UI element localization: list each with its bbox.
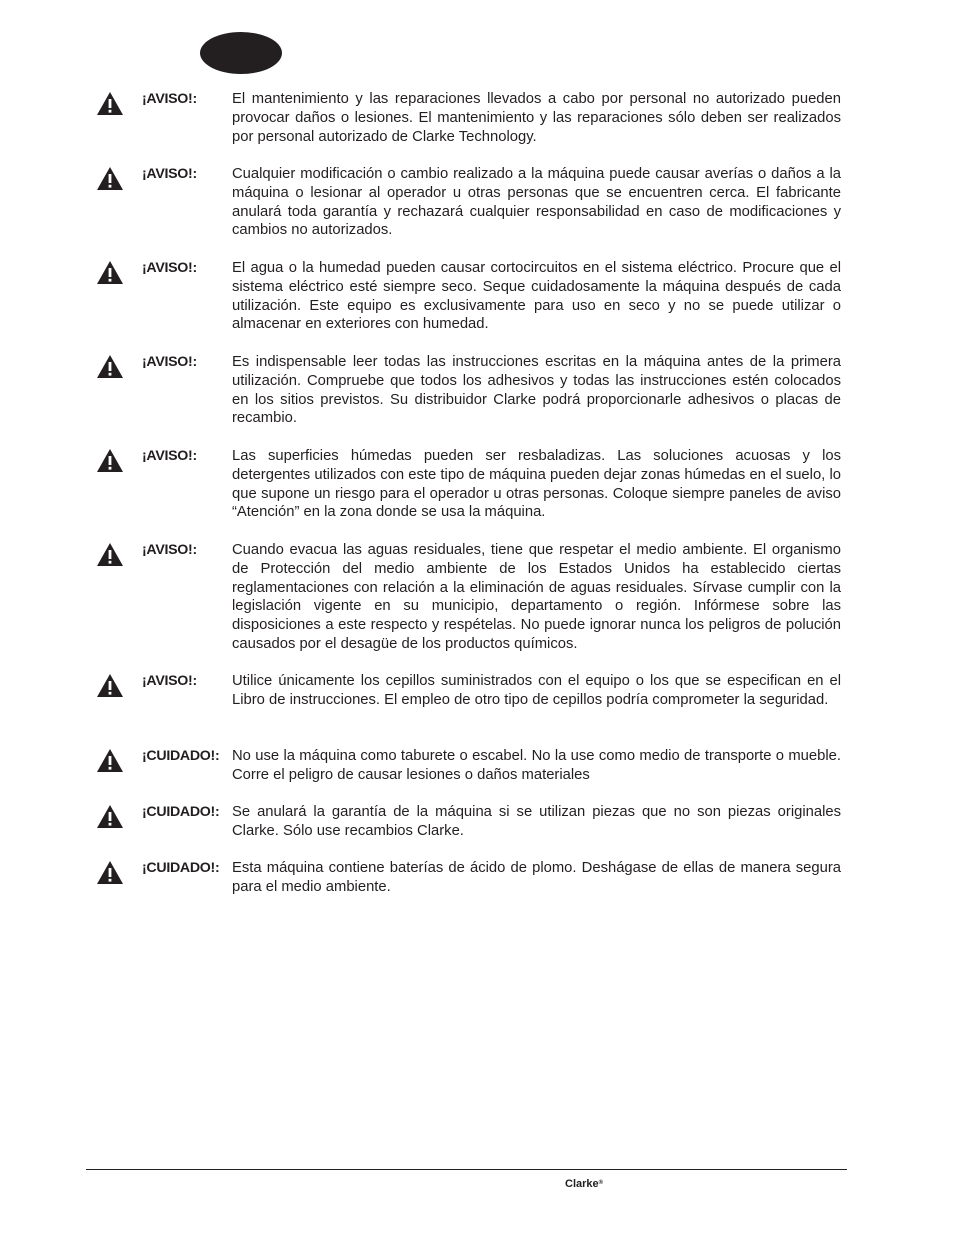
caution-item (96, 859, 846, 897)
warning-text: Las superficies húmedas pueden ser resbaladizas. Las soluciones acuosas y los detergentes utilizados con este tipo de máquina pueden dejar zonas húmedas en el suelo, lo que supone un riesgo para el operador u otras personas. Coloque siempre paneles de aviso “Atención” en la zona donde se usa la máquina. (232, 448, 841, 521)
warning-text: Utilice únicamente los cepillos suministrados con el equipo o los que se especifican en el Libro de instrucciones. El empleo de otro tipo de cepillos podría comprometer la seguridad. (232, 673, 841, 708)
section-tab-marker (200, 32, 282, 74)
warning-text: Cuando evacua las aguas residuales, tiene que respetar el medio ambiente. El organismo de Protección del medio ambiente de los Estados Unidos ha establecido ciertas reglamentaciones con relación a la eliminación de aguas residuales. Sírvase cumplir con la legislación vigente en su municipio, departamento o región. Infórmese sobre las disposiciones a este respecto y respételas. No puede ignorar nunca los peligros de polución causados por el desagüe de los productos químicos. (232, 542, 841, 652)
warning-text: Es indispensable leer todas las instrucciones escritas en la máquina antes de la primera utilización. Compruebe que todos los adhesivos y todas las instrucciones estén colocados en los sitios previstos. Su distribuidor Clarke podrá proporcionarle adhesivos o placas de recambio. (232, 354, 841, 427)
warning-triangle-icon (96, 448, 124, 473)
warning-item (96, 353, 846, 428)
caution-text: No use la máquina como taburete o escabel. No la use como medio de transporte o mueble. Corre el peligro de causar lesiones o daños materiales (232, 748, 841, 783)
warning-item (96, 672, 846, 729)
warning-triangle-icon (96, 542, 124, 567)
warning-item (96, 90, 846, 147)
warning-item (96, 447, 846, 522)
warning-triangle-icon (96, 748, 124, 773)
caution-item (96, 747, 846, 785)
warning-triangle-icon (96, 354, 124, 379)
warning-label: ¡AVISO!: (142, 673, 197, 689)
caution-item (96, 803, 846, 841)
warning-text: El agua o la humedad pueden causar cortocircuitos en el sistema eléctrico. Procure que el sistema eléctrico esté siempre seco. Seque cuidadosamente la máquina después de cada utilización. Este equipo es exclusivamente para uso en seco y no se puede utilizar o almacenar en exteriores con humedad. (232, 260, 841, 333)
safety-warnings-list (96, 90, 846, 897)
warning-item (96, 541, 846, 654)
registered-mark: ® (598, 1180, 604, 1186)
footer-brand (565, 1177, 603, 1191)
caution-text: Esta máquina contiene baterías de ácido de plomo. Deshágase de ellas de manera segura para el medio ambiente. (232, 860, 841, 895)
footer-divider (86, 1169, 847, 1170)
caution-label: ¡CUIDADO!: (142, 748, 220, 764)
warning-label: ¡AVISO!: (142, 91, 197, 107)
warning-text: Cualquier modificación o cambio realizado a la máquina puede causar averías o daños a la máquina o lesionar al operador u otras personas que se encuentren cerca. El fabricante anulará toda garantía y rechazará cualquier responsabilidad en caso de modificaciones y cambios no autorizados. (232, 166, 841, 239)
warning-triangle-icon (96, 91, 124, 116)
warning-label: ¡AVISO!: (142, 448, 197, 464)
caution-label: ¡CUIDADO!: (142, 860, 220, 876)
warning-triangle-icon (96, 166, 124, 191)
warning-triangle-icon (96, 260, 124, 285)
warning-triangle-icon (96, 673, 124, 698)
warning-label: ¡AVISO!: (142, 260, 197, 276)
warning-item (96, 259, 846, 334)
footer-brand-name: Clarke (565, 1178, 599, 1190)
warning-triangle-icon (96, 860, 124, 885)
warning-item (96, 165, 846, 240)
warning-triangle-icon (96, 804, 124, 829)
warning-text: El mantenimiento y las reparaciones llevados a cabo por personal no autorizado pueden provocar daños o lesiones. El mantenimiento y las reparaciones sólo deben ser realizados por personal autorizado de Clarke Technology. (232, 91, 841, 145)
caution-label: ¡CUIDADO!: (142, 804, 220, 820)
warning-label: ¡AVISO!: (142, 542, 197, 558)
warning-label: ¡AVISO!: (142, 166, 197, 182)
caution-text: Se anulará la garantía de la máquina si se utilizan piezas que no son piezas originales Clarke. Sólo use recambios Clarke. (232, 804, 841, 839)
warning-label: ¡AVISO!: (142, 354, 197, 370)
